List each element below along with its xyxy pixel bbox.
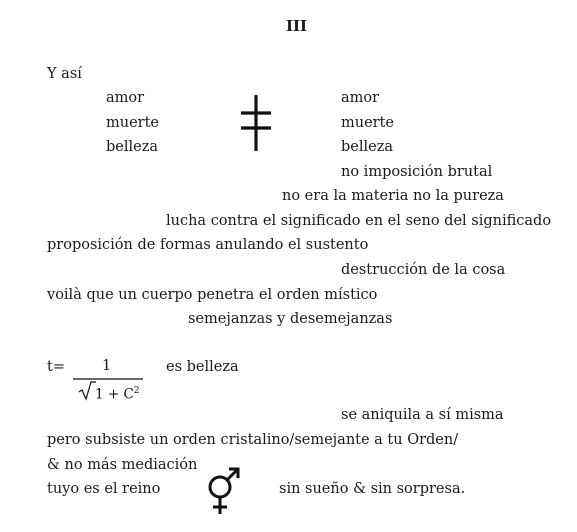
- formula-numerator: 1: [102, 358, 112, 374]
- formula-denominator-base: 1 + C: [95, 386, 134, 403]
- double-cross-icon: [239, 93, 273, 153]
- formula-exponent: 2: [133, 386, 140, 396]
- left-word-amor: amor: [106, 90, 145, 106]
- line-semejanzas: semejanzas y desemejanzas: [188, 311, 393, 327]
- square-root-sign: [78, 381, 96, 401]
- line-no-era-la-materia: no era la materia no la pureza: [282, 188, 504, 204]
- line-destruccion: destrucción de la cosa: [341, 262, 506, 278]
- line-se-aniquila: se aniquila a sí misma: [341, 407, 504, 423]
- line-no-imposicion: no imposición brutal: [341, 164, 493, 180]
- line-sin-sueno: sin sueño & sin sorpresa.: [279, 481, 466, 497]
- line-proposicion: proposición de formas anulando el sustento: [47, 237, 369, 253]
- formula-denominator: [95, 382, 140, 404]
- right-word-muerte: muerte: [341, 115, 395, 131]
- line-tuyo-es-el-reino: tuyo es el reino: [47, 481, 161, 497]
- right-word-belleza: belleza: [341, 139, 394, 155]
- hermaphrodite-symbol-icon: [203, 466, 243, 516]
- line-pero-subsiste: pero subsiste un orden cristalino/semejante a tu Orden/: [47, 432, 459, 448]
- left-word-muerte: muerte: [106, 115, 160, 131]
- section-heading: III: [286, 17, 308, 35]
- line-voila: voilà que un cuerpo penetra el orden místico: [47, 287, 378, 303]
- formula-rhs: es belleza: [166, 359, 239, 375]
- line-y-asi: Y así: [47, 66, 82, 82]
- line-no-mas-mediacion: & no más mediación: [47, 457, 198, 473]
- left-word-belleza: belleza: [106, 139, 159, 155]
- line-lucha-contra: lucha contra el significado en el seno del significado: [166, 213, 552, 229]
- right-word-amor: amor: [341, 90, 380, 106]
- formula-lhs: t=: [47, 359, 65, 375]
